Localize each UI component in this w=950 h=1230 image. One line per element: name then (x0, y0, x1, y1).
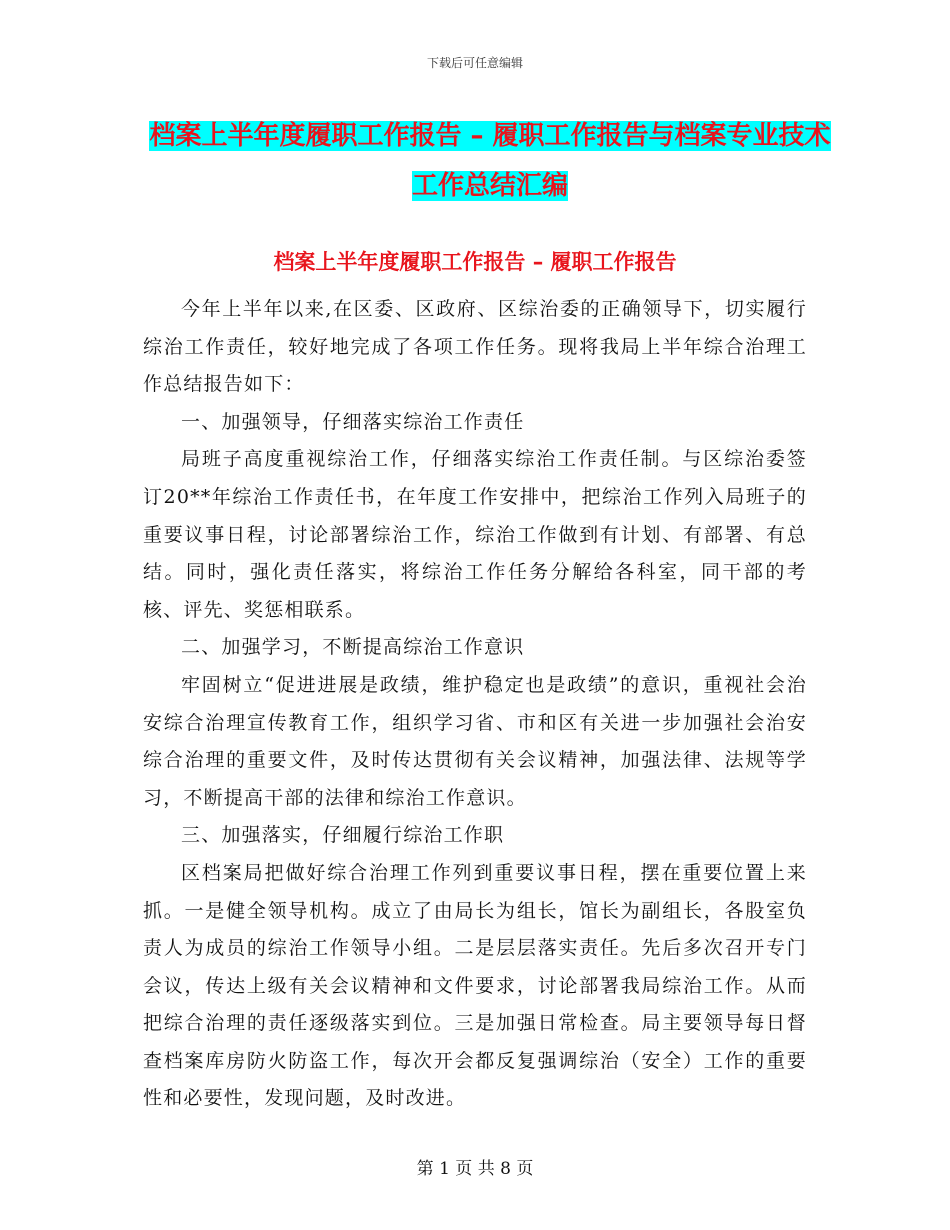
document-title (140, 111, 840, 211)
paragraph-1: 局班子高度重视综治工作，仔细落实综治工作责任制。与区综治委签订20**年综治工作责任书，在年度工作安排中，把综治工作列入局班子的重要议事日程，讨论部署综治工作，综治工作做到有计划、有部署、有总结。同时，强化责任落实，将综治工作任务分解给各科室，同干部的考核、评先、奖惩相联系。 (143, 448, 807, 621)
body-text (143, 291, 807, 1118)
paragraph-3: 区档案局把做好综合治理工作列到重要议事日程，摆在重要位置上来抓。一是健全领导机构。成立了由局长为组长，馆长为副组长，各股室负责人为成员的综治工作领导小组。二是层层落实责任。先后多次召开专门会议，传达上级有关会议精神和文件要求，讨论部署我局综治工作。从而把综合治理的责任逐级落实到位。三是加强日常检查。局主要领导每日督查档案库房防火防盗工作，每次开会都反复强调综治（安全）工作的重要性和必要性，发现问题，及时改进。 (143, 861, 807, 1110)
page-footer: 第 1 页 共 8 页 (416, 1159, 534, 1179)
header-note: 下载后可任意编辑 (426, 56, 523, 70)
heading-3: 三、加强落实，仔细履行综治工作职 (181, 824, 505, 847)
heading-1: 一、加强领导，仔细落实综治工作责任 (181, 410, 525, 433)
paragraph-intro: 今年上半年以来,在区委、区政府、区综治委的正确领导下，切实履行综治工作责任，较好地完成了各项工作任务。现将我局上半年综合治理工作总结报告如下： (143, 298, 807, 396)
paragraph-2: 牢固树立“促进进展是政绩，维护稳定也是政绩”的意识，重视社会治安综合治理宣传教育工作，组织学习省、市和区有关进一步加强社会治安综合治理的重要文件，及时传达贯彻有关会议精神，加强法律、法规等学习，不断提高干部的法律和综治工作意识。 (143, 673, 807, 809)
heading-2: 二、加强学习，不断提高综治工作意识 (181, 636, 525, 659)
document-title-text: 档案上半年度履职工作报告 – 履职工作报告与档案专业技术工作总结汇编 (149, 121, 831, 201)
section-title: 档案上半年度履职工作报告 – 履职工作报告 (273, 250, 677, 274)
